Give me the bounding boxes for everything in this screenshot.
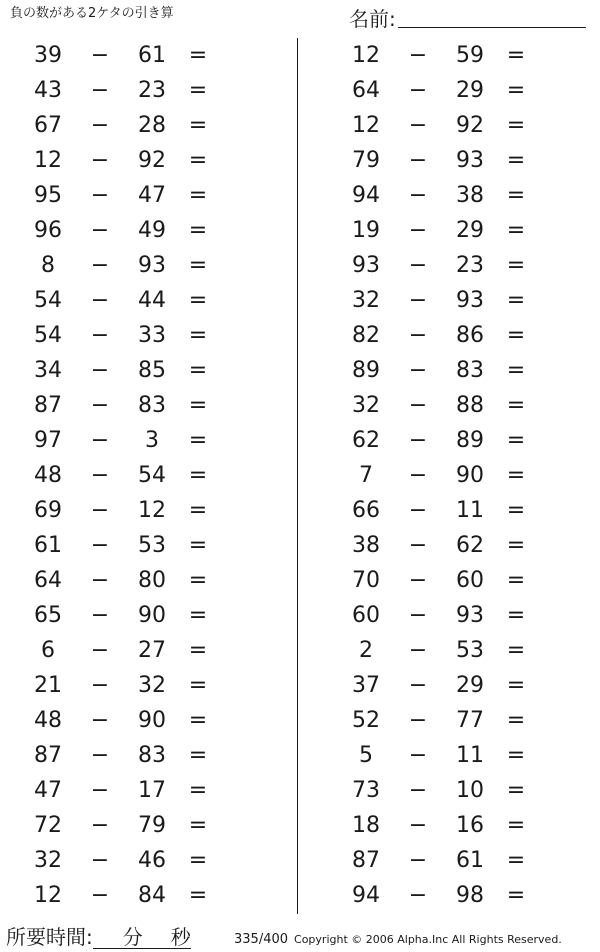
problem-row — [346, 143, 546, 178]
minuend: 52 — [352, 708, 380, 733]
minus-sign: − — [408, 183, 428, 208]
minuend: 87 — [352, 848, 380, 873]
subtrahend: 17 — [138, 778, 166, 803]
subtrahend: 88 — [456, 393, 484, 418]
subtrahend: 98 — [456, 883, 484, 908]
subtrahend: 84 — [138, 883, 166, 908]
problem-row — [28, 598, 228, 633]
problem-row — [28, 458, 228, 493]
minuend: 61 — [34, 533, 62, 558]
equals-sign: = — [506, 323, 526, 348]
problem-row — [346, 738, 546, 773]
problem-row — [346, 633, 546, 668]
minus-sign: − — [90, 673, 110, 698]
minuend: 5 — [359, 743, 373, 768]
page-number: 335/400 — [234, 932, 289, 947]
footer-info — [234, 931, 562, 948]
subtrahend: 86 — [456, 323, 484, 348]
minus-sign: − — [90, 393, 110, 418]
equals-sign: = — [506, 673, 526, 698]
minuend: 94 — [352, 183, 380, 208]
minus-sign: − — [408, 113, 428, 138]
subtrahend: 28 — [138, 113, 166, 138]
subtrahend: 38 — [456, 183, 484, 208]
problem-row — [28, 213, 228, 248]
minuend: 60 — [352, 603, 380, 628]
equals-sign: = — [188, 673, 208, 698]
minuend: 54 — [34, 323, 62, 348]
subtrahend: 93 — [138, 253, 166, 278]
problem-row — [346, 388, 546, 423]
minus-sign: − — [90, 743, 110, 768]
minuend: 8 — [41, 253, 55, 278]
subtrahend: 53 — [138, 533, 166, 558]
problem-row — [346, 178, 546, 213]
subtrahend: 92 — [138, 148, 166, 173]
problem-row — [346, 38, 546, 73]
equals-sign: = — [188, 743, 208, 768]
minuend: 65 — [34, 603, 62, 628]
minuend: 69 — [34, 498, 62, 523]
equals-sign: = — [506, 603, 526, 628]
minus-sign: − — [90, 113, 110, 138]
minuend: 37 — [352, 673, 380, 698]
equals-sign: = — [506, 463, 526, 488]
subtrahend: 93 — [456, 288, 484, 313]
equals-sign: = — [506, 533, 526, 558]
equals-sign: = — [506, 148, 526, 173]
problem-row — [346, 283, 546, 318]
minutes-label: 分 — [122, 925, 143, 949]
problem-row — [346, 248, 546, 283]
minus-sign: − — [90, 568, 110, 593]
minus-sign: − — [408, 43, 428, 68]
minuend: 67 — [34, 113, 62, 138]
problem-row — [28, 283, 228, 318]
equals-sign: = — [506, 743, 526, 768]
minuend: 87 — [34, 743, 62, 768]
minus-sign: − — [408, 78, 428, 103]
equals-sign: = — [188, 463, 208, 488]
subtrahend: 93 — [456, 148, 484, 173]
problem-row — [28, 318, 228, 353]
equals-sign: = — [506, 708, 526, 733]
subtrahend: 27 — [138, 638, 166, 663]
problem-row — [346, 563, 546, 598]
subtrahend: 60 — [456, 568, 484, 593]
problem-row — [28, 668, 228, 703]
subtrahend: 10 — [456, 778, 484, 803]
minus-sign: − — [90, 183, 110, 208]
problem-row — [346, 423, 546, 458]
minuend: 19 — [352, 218, 380, 243]
minuend: 2 — [359, 638, 373, 663]
minuend: 32 — [34, 848, 62, 873]
minuend: 54 — [34, 288, 62, 313]
minuend: 21 — [34, 673, 62, 698]
subtrahend: 11 — [456, 498, 484, 523]
problem-row — [346, 528, 546, 563]
minus-sign: − — [408, 288, 428, 313]
equals-sign: = — [506, 883, 526, 908]
subtrahend: 90 — [138, 603, 166, 628]
problem-row — [28, 563, 228, 598]
minuend: 32 — [352, 288, 380, 313]
equals-sign: = — [188, 778, 208, 803]
minuend: 12 — [34, 148, 62, 173]
equals-sign: = — [188, 218, 208, 243]
subtrahend: 93 — [456, 603, 484, 628]
minuend: 12 — [352, 43, 380, 68]
equals-sign: = — [506, 78, 526, 103]
subtrahend: 33 — [138, 323, 166, 348]
equals-sign: = — [506, 638, 526, 663]
minus-sign: − — [90, 358, 110, 383]
problem-row — [346, 808, 546, 843]
equals-sign: = — [506, 428, 526, 453]
subtrahend: 61 — [138, 43, 166, 68]
minuend: 6 — [41, 638, 55, 663]
subtrahend: 3 — [145, 428, 159, 453]
equals-sign: = — [188, 43, 208, 68]
equals-sign: = — [188, 148, 208, 173]
minus-sign: − — [408, 253, 428, 278]
minuend: 66 — [352, 498, 380, 523]
subtrahend: 23 — [138, 78, 166, 103]
problem-row — [346, 108, 546, 143]
problem-row — [28, 423, 228, 458]
subtrahend: 23 — [456, 253, 484, 278]
problem-row — [346, 703, 546, 738]
minus-sign: − — [408, 323, 428, 348]
subtrahend: 11 — [456, 743, 484, 768]
subtrahend: 12 — [138, 498, 166, 523]
minus-sign: − — [408, 673, 428, 698]
minuend: 32 — [352, 393, 380, 418]
problem-row — [346, 878, 546, 913]
subtrahend: 29 — [456, 218, 484, 243]
subtrahend: 53 — [456, 638, 484, 663]
minuend: 48 — [34, 463, 62, 488]
minus-sign: − — [90, 323, 110, 348]
equals-sign: = — [188, 533, 208, 558]
minus-sign: − — [408, 848, 428, 873]
problem-row — [28, 73, 228, 108]
minus-sign: − — [408, 393, 428, 418]
minus-sign: − — [90, 78, 110, 103]
minus-sign: − — [90, 288, 110, 313]
minus-sign: − — [408, 603, 428, 628]
minuend: 64 — [352, 78, 380, 103]
minus-sign: − — [408, 148, 428, 173]
minuend: 70 — [352, 568, 380, 593]
minus-sign: − — [408, 428, 428, 453]
subtrahend: 54 — [138, 463, 166, 488]
equals-sign: = — [506, 218, 526, 243]
subtrahend: 79 — [138, 813, 166, 838]
minuend: 73 — [352, 778, 380, 803]
minus-sign: − — [408, 883, 428, 908]
equals-sign: = — [188, 113, 208, 138]
equals-sign: = — [188, 638, 208, 663]
problem-row — [346, 598, 546, 633]
equals-sign: = — [506, 498, 526, 523]
subtrahend: 32 — [138, 673, 166, 698]
time-label: 所要時間: — [6, 925, 93, 949]
equals-sign: = — [188, 183, 208, 208]
subtrahend: 61 — [456, 848, 484, 873]
minuend: 47 — [34, 778, 62, 803]
equals-sign: = — [506, 813, 526, 838]
minus-sign: − — [408, 533, 428, 558]
subtrahend: 59 — [456, 43, 484, 68]
equals-sign: = — [188, 883, 208, 908]
equals-sign: = — [188, 848, 208, 873]
problem-row — [28, 773, 228, 808]
problem-row — [346, 458, 546, 493]
subtrahend: 77 — [456, 708, 484, 733]
minus-sign: − — [408, 778, 428, 803]
minus-sign: − — [408, 498, 428, 523]
equals-sign: = — [188, 498, 208, 523]
subtrahend: 29 — [456, 78, 484, 103]
minus-sign: − — [90, 813, 110, 838]
subtrahend: 85 — [138, 358, 166, 383]
minus-sign: − — [408, 463, 428, 488]
minus-sign: − — [90, 603, 110, 628]
minus-sign: − — [408, 638, 428, 663]
name-label: 名前: — [349, 7, 396, 31]
problem-row — [28, 248, 228, 283]
equals-sign: = — [188, 708, 208, 733]
subtrahend: 16 — [456, 813, 484, 838]
minutes-blank — [93, 926, 143, 949]
equals-sign: = — [506, 253, 526, 278]
equals-sign: = — [506, 568, 526, 593]
minus-sign: − — [90, 498, 110, 523]
equals-sign: = — [188, 323, 208, 348]
problem-row — [28, 493, 228, 528]
minuend: 62 — [352, 428, 380, 453]
problem-row — [346, 773, 546, 808]
minus-sign: − — [90, 463, 110, 488]
minuend: 18 — [352, 813, 380, 838]
subtrahend: 80 — [138, 568, 166, 593]
equals-sign: = — [188, 288, 208, 313]
subtrahend: 47 — [138, 183, 166, 208]
minuend: 38 — [352, 533, 380, 558]
equals-sign: = — [506, 113, 526, 138]
equals-sign: = — [188, 253, 208, 278]
equals-sign: = — [188, 428, 208, 453]
minuend: 72 — [34, 813, 62, 838]
equals-sign: = — [506, 183, 526, 208]
problem-row — [28, 878, 228, 913]
minus-sign: − — [90, 218, 110, 243]
problem-row — [28, 108, 228, 143]
problem-row — [346, 318, 546, 353]
subtrahend: 62 — [456, 533, 484, 558]
subtrahend: 83 — [138, 743, 166, 768]
minuend: 97 — [34, 428, 62, 453]
minuend: 89 — [352, 358, 380, 383]
problem-row — [28, 178, 228, 213]
equals-sign: = — [506, 43, 526, 68]
minuend: 94 — [352, 883, 380, 908]
problem-row — [28, 843, 228, 878]
copyright-notice: Copyright © 2006 Alpha.Inc All Rights Reserved. — [294, 933, 562, 946]
minus-sign: − — [90, 43, 110, 68]
minus-sign: − — [90, 533, 110, 558]
minus-sign: − — [90, 253, 110, 278]
problem-row — [346, 843, 546, 878]
subtrahend: 83 — [138, 393, 166, 418]
problem-row — [28, 808, 228, 843]
equals-sign: = — [188, 78, 208, 103]
problem-row — [28, 38, 228, 73]
problem-row — [28, 528, 228, 563]
seconds-label: 秒 — [170, 925, 191, 949]
equals-sign: = — [188, 603, 208, 628]
minus-sign: − — [90, 848, 110, 873]
minus-sign: − — [408, 743, 428, 768]
equals-sign: = — [506, 358, 526, 383]
minuend: 64 — [34, 568, 62, 593]
minus-sign: − — [90, 428, 110, 453]
problem-row — [28, 143, 228, 178]
subtrahend: 83 — [456, 358, 484, 383]
minus-sign: − — [408, 708, 428, 733]
minus-sign: − — [408, 358, 428, 383]
equals-sign: = — [506, 778, 526, 803]
problem-row — [28, 738, 228, 773]
equals-sign: = — [188, 813, 208, 838]
equals-sign: = — [506, 288, 526, 313]
minus-sign: − — [90, 778, 110, 803]
minuend: 95 — [34, 183, 62, 208]
subtrahend: 90 — [456, 463, 484, 488]
minuend: 12 — [34, 883, 62, 908]
minuend: 79 — [352, 148, 380, 173]
minuend: 12 — [352, 113, 380, 138]
minus-sign: − — [408, 568, 428, 593]
minus-sign: − — [408, 813, 428, 838]
minus-sign: − — [90, 638, 110, 663]
minus-sign: − — [90, 148, 110, 173]
problem-row — [28, 633, 228, 668]
minuend: 93 — [352, 253, 380, 278]
subtrahend: 49 — [138, 218, 166, 243]
page-title: 負の数がある2ケタの引き算 — [10, 6, 174, 21]
minuend: 34 — [34, 358, 62, 383]
subtrahend: 89 — [456, 428, 484, 453]
equals-sign: = — [188, 358, 208, 383]
equals-sign: = — [188, 568, 208, 593]
equals-sign: = — [506, 393, 526, 418]
minus-sign: − — [90, 708, 110, 733]
problem-row — [346, 668, 546, 703]
problem-row — [346, 213, 546, 248]
problem-row — [28, 703, 228, 738]
problem-row — [28, 388, 228, 423]
minuend: 82 — [352, 323, 380, 348]
subtrahend: 90 — [138, 708, 166, 733]
equals-sign: = — [506, 848, 526, 873]
seconds-blank — [143, 926, 191, 949]
problem-row — [346, 493, 546, 528]
minuend: 87 — [34, 393, 62, 418]
problem-row — [346, 73, 546, 108]
minuend: 96 — [34, 218, 62, 243]
minuend: 43 — [34, 78, 62, 103]
minus-sign: − — [408, 218, 428, 243]
equals-sign: = — [188, 393, 208, 418]
subtrahend: 92 — [456, 113, 484, 138]
subtrahend: 46 — [138, 848, 166, 873]
problem-row — [346, 353, 546, 388]
minuend: 39 — [34, 43, 62, 68]
subtrahend: 44 — [138, 288, 166, 313]
minuend: 7 — [359, 463, 373, 488]
minuend: 48 — [34, 708, 62, 733]
problem-row — [28, 353, 228, 388]
time-taken — [6, 924, 191, 950]
subtrahend: 29 — [456, 673, 484, 698]
minus-sign: − — [90, 883, 110, 908]
